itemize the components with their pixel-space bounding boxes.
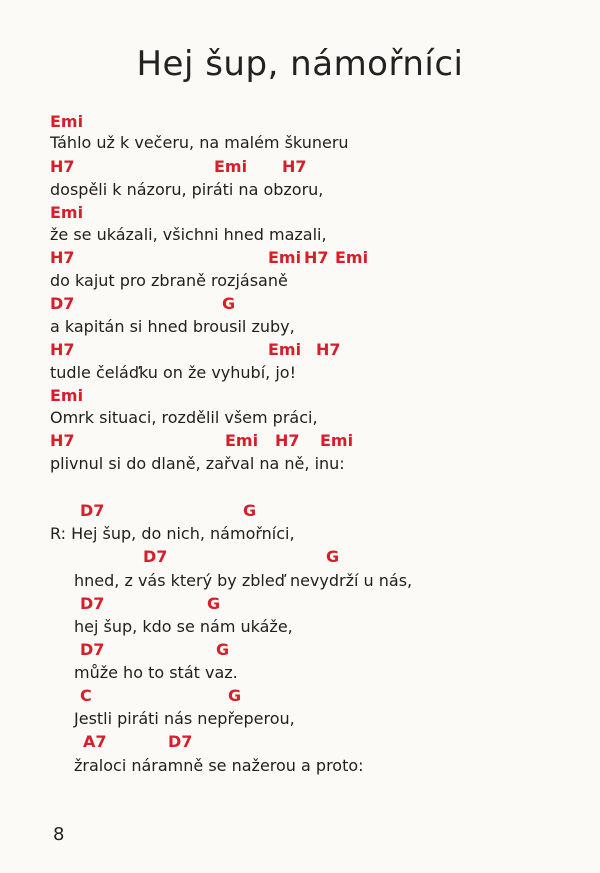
chord: H7 — [282, 157, 307, 176]
chord: D7 — [168, 732, 193, 751]
chord: H7 — [50, 157, 75, 176]
lyric-line: dospěli k názoru, piráti na obzoru, — [50, 180, 324, 199]
lyric-line: do kajut pro zbraně rozjásaně — [50, 271, 288, 290]
chord: A7 — [83, 732, 107, 751]
chord: H7 — [50, 340, 75, 359]
refrain-line: hej šup, kdo se nám ukáže, — [74, 617, 293, 636]
lyric-line: že se ukázali, všichni hned mazali, — [50, 225, 327, 244]
chord: C — [80, 686, 92, 705]
chord: D7 — [143, 547, 168, 566]
refrain-line: žraloci náramně se nažerou a proto: — [74, 756, 364, 775]
chord: Emi — [50, 112, 84, 131]
lyric-line: a kapitán si hned brousil zuby, — [50, 317, 295, 336]
chord: Emi — [320, 431, 354, 450]
chord: Emi — [268, 340, 302, 359]
chord: H7 — [50, 431, 75, 450]
chord: H7 — [316, 340, 341, 359]
chord: D7 — [80, 640, 105, 659]
chord: Emi — [268, 248, 302, 267]
chord: H7 — [275, 431, 300, 450]
refrain-line: Jestli piráti nás nepřeperou, — [74, 709, 295, 728]
lyric-line: Táhlo už k večeru, na malém škuneru — [50, 133, 349, 152]
refrain-line: R: Hej šup, do nich, námořníci, — [50, 524, 295, 543]
refrain-line: hned, z vás který by zbleď nevydrží u nás, — [74, 571, 413, 590]
chord: Emi — [50, 203, 84, 222]
chord: G — [207, 594, 221, 613]
chord: D7 — [80, 501, 105, 520]
lyric-line: Omrk situaci, rozdělil všem práci, — [50, 408, 318, 427]
chord: G — [222, 294, 236, 313]
page-number: 8 — [53, 824, 65, 845]
lyric-line: plivnul si do dlaně, zařval na ně, inu: — [50, 454, 345, 473]
song-title: Hej šup, námořníci — [136, 44, 464, 84]
refrain-line: může ho to stát vaz. — [74, 663, 238, 682]
chord: Emi — [225, 431, 259, 450]
chord: Emi — [214, 157, 248, 176]
chord: G — [216, 640, 230, 659]
chord: G — [243, 501, 257, 520]
chord: D7 — [50, 294, 75, 313]
chord: G — [228, 686, 242, 705]
chord: H7 — [304, 248, 329, 267]
chord: H7 — [50, 248, 75, 267]
chord: Emi — [50, 386, 84, 405]
chord: G — [326, 547, 340, 566]
chord: Emi — [335, 248, 369, 267]
chord: D7 — [80, 594, 105, 613]
lyric-line: tudle čeláďku on že vyhubí, jo! — [50, 363, 296, 382]
